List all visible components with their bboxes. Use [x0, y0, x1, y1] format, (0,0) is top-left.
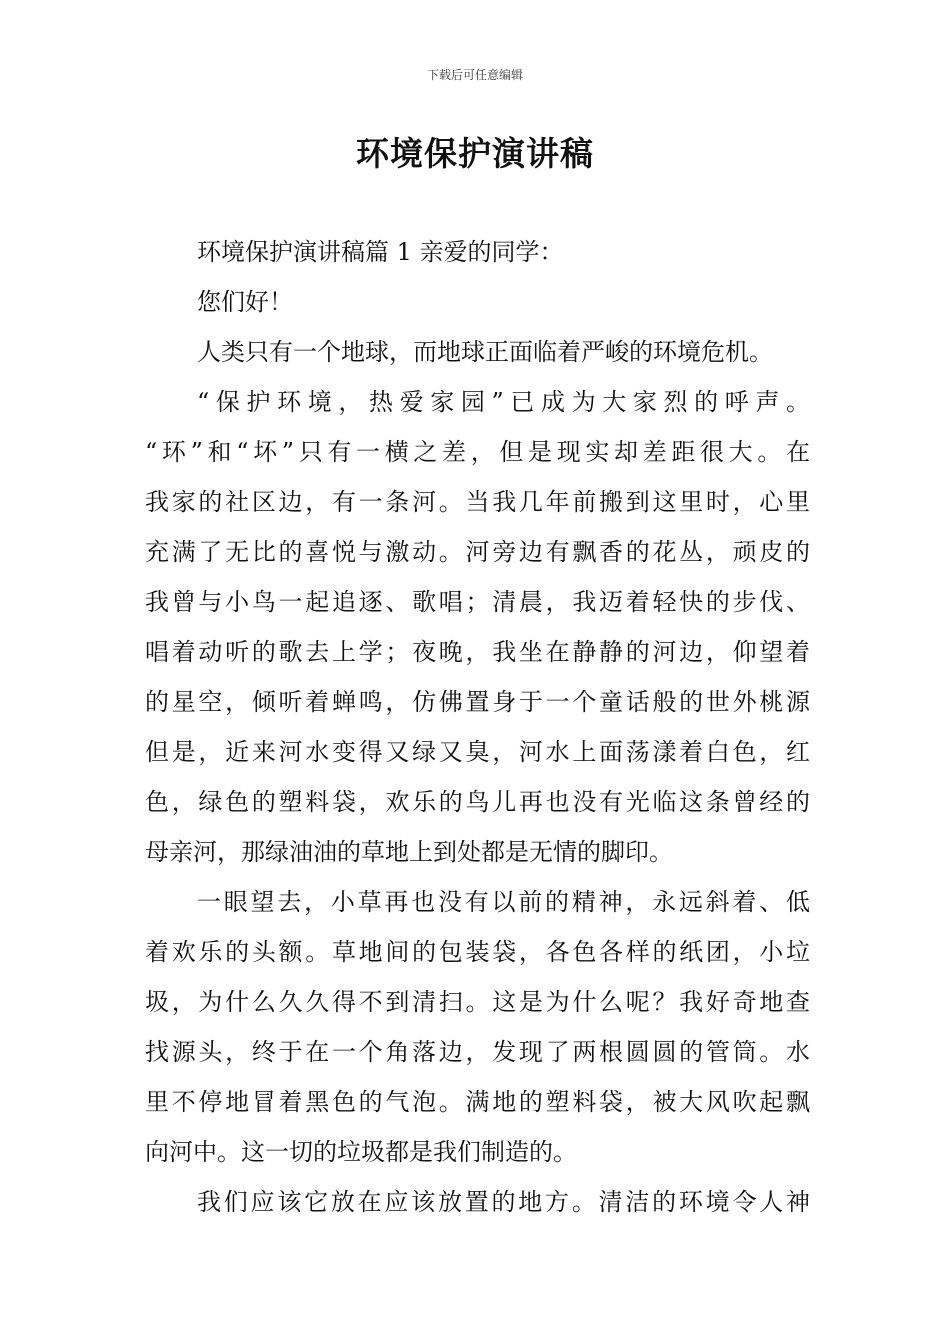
body-line: 的星空，倾听着蝉鸣，仿佛置身于一个童话般的世外桃源	[145, 688, 810, 716]
document-body	[145, 227, 810, 1227]
body-line: 色，绿色的塑料袋，欢乐的鸟儿再也没有光临这条曾经的	[145, 788, 810, 816]
document-title: 环境保护演讲稿	[356, 134, 594, 173]
body-line: 我家的社区边，有一条河。当我几年前搬到这里时，心里	[145, 488, 810, 516]
body-line: 人类只有一个地球，而地球正面临着严峻的环境危机。	[197, 338, 773, 366]
body-line-hello: 您们好！	[197, 288, 293, 316]
body-line: 圾，为什么久久得不到清扫。这是为什么呢？我好奇地查	[145, 988, 810, 1016]
body-line: 充满了无比的喜悦与激动。河旁边有飘香的花丛，顽皮的	[145, 538, 810, 566]
body-line: 一眼望去，小草再也没有以前的精神，永远斜着、低	[197, 888, 810, 916]
body-line: 着欢乐的头额。草地间的包装袋，各色各样的纸团，小垃	[145, 938, 810, 966]
body-line: “环”和“坏”只有一横之差，但是现实却差距很大。在	[145, 438, 810, 466]
body-line: “保护环境，热爱家园”已成为大家烈的呼声。	[197, 388, 810, 416]
body-line: 找源头，终于在一个角落边，发现了两根圆圆的管筒。水	[145, 1038, 810, 1066]
body-line: 我们应该它放在应该放置的地方。清洁的环境令人神	[197, 1188, 810, 1216]
body-line: 母亲河，那绿油油的草地上到处都是无情的脚印。	[145, 838, 673, 866]
body-line: 我曾与小鸟一起追逐、歌唱；清晨，我迈着轻快的步伐、	[145, 588, 810, 616]
body-line: 但是，近来河水变得又绿又臭，河水上面荡漾着白色，红	[145, 738, 810, 766]
body-line: 里不停地冒着黑色的气泡。满地的塑料袋，被大风吹起飘	[145, 1088, 810, 1116]
body-line: 唱着动听的歌去上学；夜晚，我坐在静静的河边，仰望着	[145, 638, 810, 666]
header-note: 下载后可任意编辑	[426, 68, 523, 82]
body-line: 向河中。这一切的垃圾都是我们制造的。	[145, 1138, 577, 1166]
body-line-greeting: 环境保护演讲稿篇 1 亲爱的同学：	[197, 238, 564, 266]
